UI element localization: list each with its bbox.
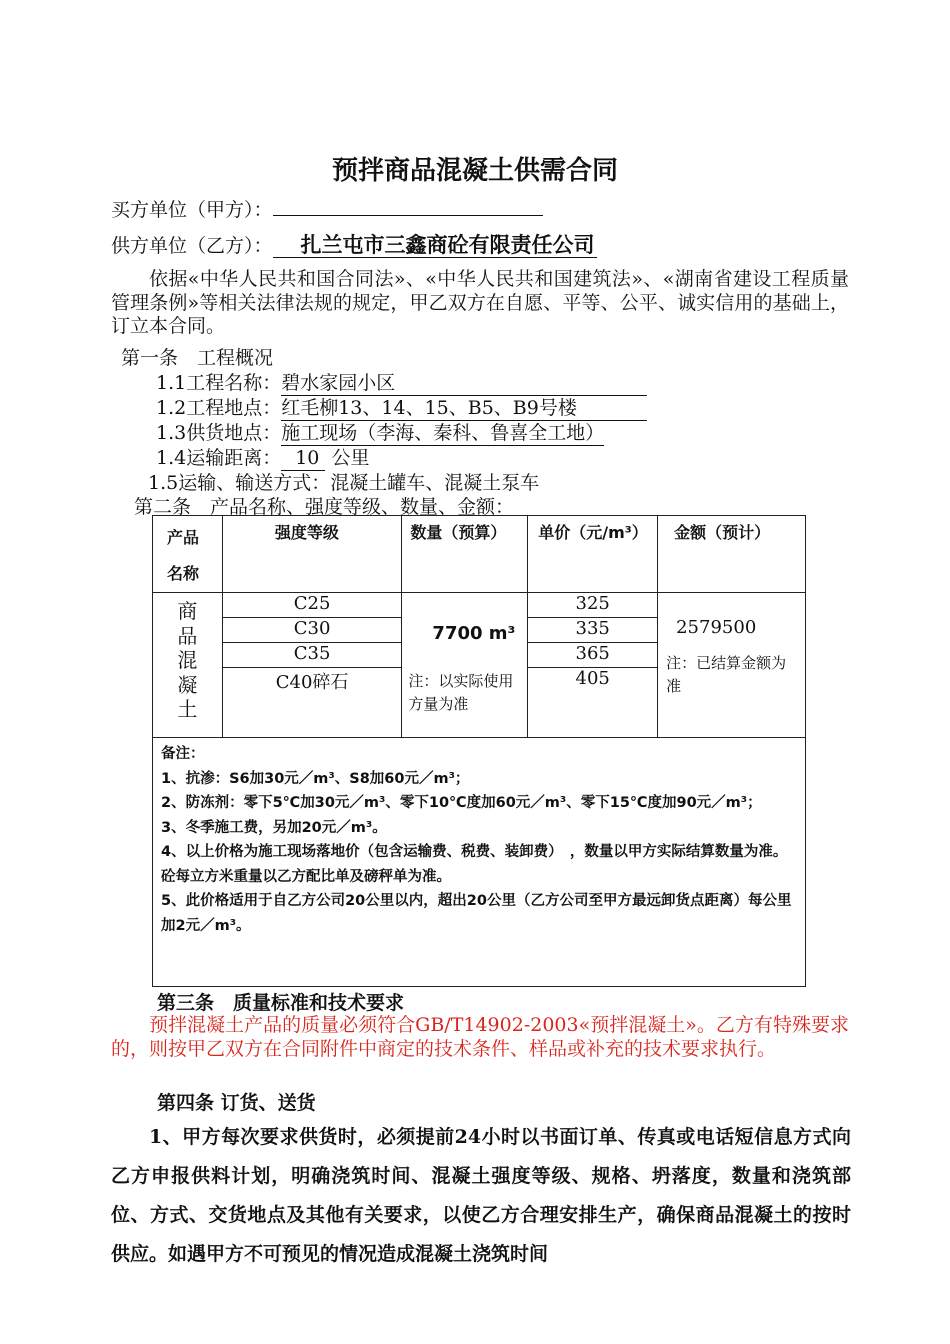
transport-value: 混凝土罐车、混凝土泵车 [330, 472, 540, 494]
intro-paragraph: 依据«中华人民共和国合同法»、«中华人民共和国建筑法»、«湖南省建设工程质量管理条例»等相关法律法规的规定，甲乙双方在自愿、平等、公平、诚实信用的基础上，订立本合同。 [111, 268, 849, 337]
header-amount: 金额（预计） [658, 516, 806, 593]
project-name-value: 碧水家园小区 [281, 373, 647, 396]
article1-heading: 第一条 工程概况 [121, 347, 274, 369]
amount-value: 2579500 [676, 617, 757, 638]
price-cell: 405 [528, 668, 658, 738]
header-product-line1: 产品 [167, 528, 200, 547]
document-title: 预拌商品混凝土供需合同 [331, 156, 618, 186]
distance-value: 10 [281, 448, 325, 471]
delivery-location-label: 1.3供货地点： [156, 422, 282, 444]
distance-unit: 公里 [331, 447, 370, 469]
quantity-cell [402, 593, 528, 738]
remark-item: 5、此价格适用于自乙方公司20公里以内，超出20公里（乙方公司至甲方最远卸货点距离）每公里加2元／m³。 [161, 893, 792, 934]
transport-line [148, 468, 539, 495]
product-char: 土 [177, 697, 198, 721]
delivery-location-line [156, 418, 604, 446]
price-table [152, 515, 806, 987]
grade-cell: C25 [222, 593, 402, 618]
project-location-value: 红毛柳13、14、15、B5、B9号楼 [281, 398, 647, 421]
header-grade: 强度等级 [222, 516, 402, 593]
remark-item: 2、防冻剂：零下5℃加30元／m³、零下10℃度加60元／m³、零下15℃度加90元／m³； [161, 795, 762, 811]
article4-text: 1、甲方每次要求供货时，必须提前24小时以书面订单、传真或电话短信息方式向乙方申报供料计划，明确浇筑时间、混凝土强度等级、规格、坍落度，数量和浇筑部位、方式、交货地点及其他有关要求，以使乙方合理安排生产，确保商品混凝土的按时供应。如遇甲方不可预见的情况造成混凝土浇筑时间 [111, 1126, 851, 1265]
amount-cell [658, 593, 806, 738]
article4-heading: 第四条 订货、送货 [157, 1092, 316, 1114]
quantity-value: 7700 m³ [432, 623, 516, 644]
product-char: 混 [177, 648, 198, 672]
article2-heading: 第二条 产品名称、强度等级、数量、金额： [134, 496, 515, 518]
project-location-line [156, 393, 647, 421]
remarks-row [153, 738, 806, 987]
price-cell: 335 [528, 618, 658, 643]
project-name-label: 1.1工程名称： [156, 372, 282, 394]
product-char: 凝 [177, 672, 198, 697]
seller-value: 扎兰屯市三鑫商砼有限责任公司 [273, 233, 597, 258]
remark-item: 1、抗渗：S6加30元／m³、S8加60元／m³； [161, 770, 470, 787]
header-quantity: 数量（预算） [402, 516, 528, 593]
buyer-value [273, 215, 543, 216]
project-location-label: 1.2工程地点： [156, 397, 282, 419]
table-header-row [153, 516, 806, 593]
table-row [153, 593, 806, 618]
remark-item: 4、以上价格为施工现场落地价（包含运输费、税费、装卸费） ，数量以甲方实际结算数量为准。砼每立方米重量以乙方配比单及磅秤单为准。 [161, 844, 788, 885]
grade-cell: C30 [222, 618, 402, 643]
product-char: 品 [177, 623, 198, 648]
price-cell: 325 [528, 593, 658, 618]
buyer-line [111, 195, 543, 222]
remarks-title: 备注： [161, 746, 205, 762]
product-name-cell [153, 593, 223, 738]
header-product-line2: 名称 [167, 564, 200, 583]
distance-label: 1.4运输距离： [156, 447, 282, 469]
seller-line [111, 231, 597, 258]
quantity-note: 注：以实际使用方量为准 [408, 672, 514, 713]
grade-cell: C40碎石 [222, 668, 402, 738]
amount-note: 注：已结算金额为准 [666, 654, 787, 695]
remark-item: 3、冬季施工费，另加20元／m³。 [161, 819, 387, 836]
product-char: 商 [177, 599, 198, 623]
header-product [153, 516, 223, 593]
grade-cell: C35 [222, 643, 402, 668]
header-unit-price: 单价（元/m³） [528, 516, 658, 593]
delivery-location-value: 施工现场（李海、秦科、鲁喜全工地） [281, 422, 605, 444]
project-name-line [156, 368, 647, 396]
price-cell: 365 [528, 643, 658, 668]
remarks-cell [153, 738, 806, 987]
seller-label: 供方单位（乙方）： [111, 235, 273, 257]
article3-heading: 第三条 质量标准和技术要求 [157, 992, 405, 1014]
article3-text: 预拌混凝土产品的质量必须符合GB/T14902-2003«预拌混凝土»。乙方有特殊要求的，则按甲乙双方在合同附件中商定的技术条件、样品或补充的技术要求执行。 [111, 1014, 849, 1060]
distance-line [156, 443, 369, 471]
transport-label: 1.5运输、输送方式： [148, 472, 331, 494]
buyer-label: 买方单位（甲方）： [111, 199, 273, 221]
